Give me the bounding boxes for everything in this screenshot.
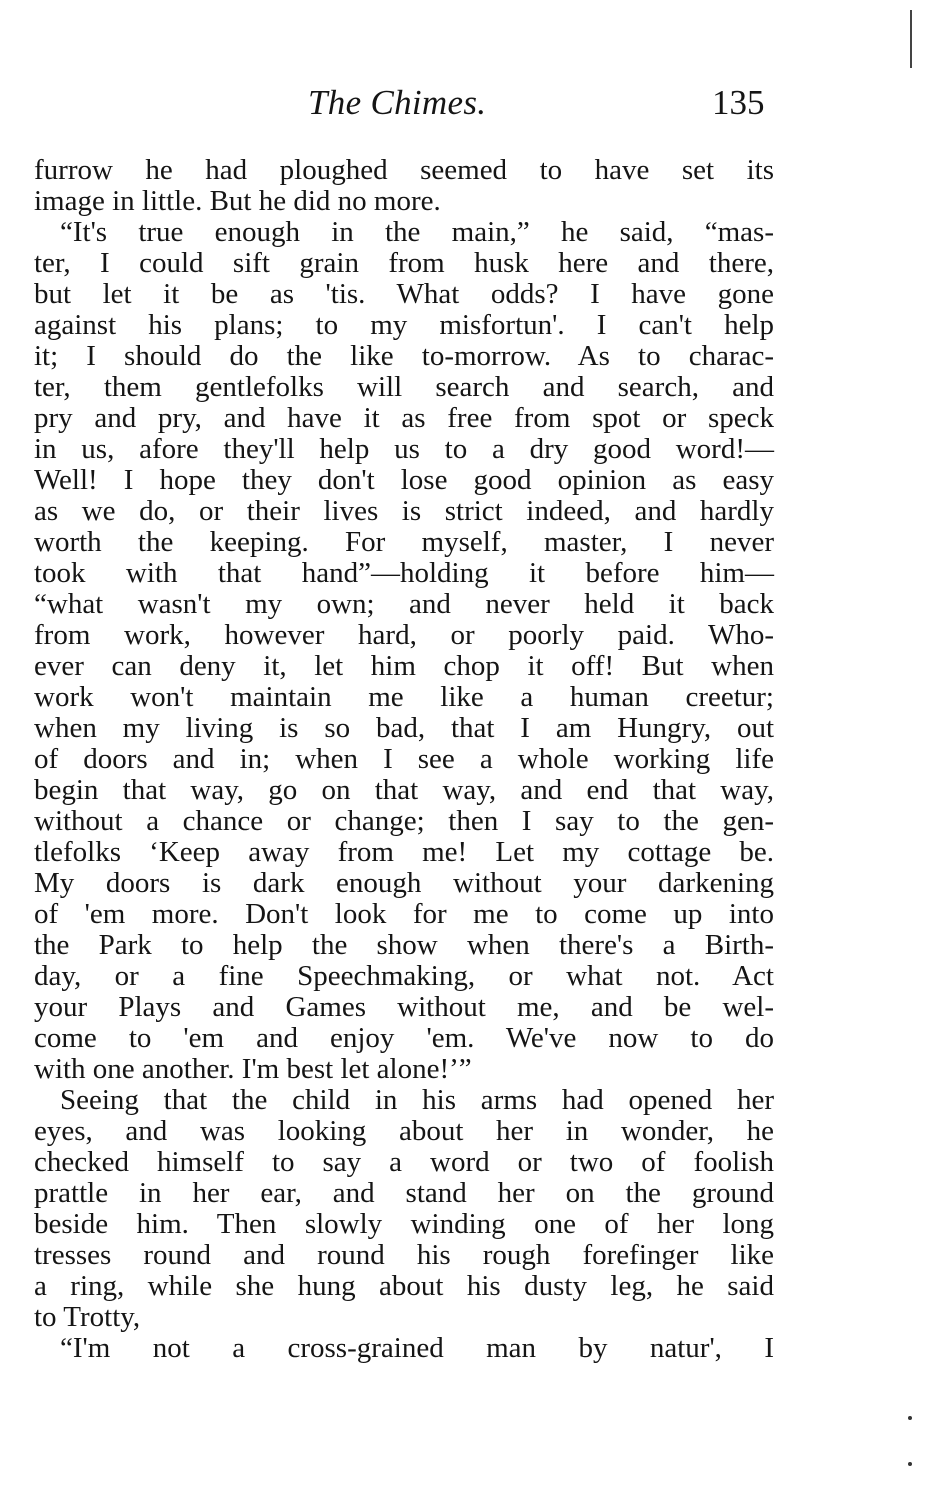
- text-line: furrow he had ploughed seemed to have set its: [34, 154, 774, 186]
- text-line: begin that way, go on that way, and end that way,: [34, 774, 774, 806]
- text-line: worth the keeping. For myself, master, I never: [34, 526, 774, 558]
- text-line: eyes, and was looking about her in wonder, he: [34, 1115, 774, 1147]
- text-line: against his plans; to my misfortun'. I can't help: [34, 309, 774, 341]
- text-line: from work, however hard, or poorly paid. Who-: [34, 619, 774, 651]
- page-number: 135: [712, 83, 765, 122]
- text-line: in us, afore they'll help us to a dry good word!—: [34, 433, 774, 465]
- text-line: beside him. Then slowly winding one of her long: [34, 1208, 774, 1240]
- body-text: [34, 155, 774, 1364]
- text-line: it; I should do the like to-morrow. As to charac-: [34, 340, 774, 372]
- text-line: “It's true enough in the main,” he said, “mas-: [60, 216, 774, 248]
- text-line: “I'm not a cross-grained man by natur', I: [60, 1332, 774, 1364]
- scan-edge-mark: [910, 10, 912, 68]
- scan-edge-dot: [908, 1462, 912, 1466]
- running-title: The Chimes.: [308, 83, 487, 122]
- text-line: but let it be as 'tis. What odds? I have gone: [34, 278, 774, 310]
- text-line: took with that hand”—holding it before him—: [34, 557, 774, 589]
- text-line: “what wasn't my own; and never held it back: [34, 588, 774, 620]
- text-line: of doors and in; when I see a whole working life: [34, 743, 774, 775]
- text-line: work won't maintain me like a human creetur;: [34, 681, 774, 713]
- text-line: tresses round and round his rough forefinger like: [34, 1239, 774, 1271]
- text-line: as we do, or their lives is strict indeed, and hardly: [34, 495, 774, 527]
- text-line: to Trotty,: [34, 1301, 141, 1333]
- text-line: day, or a fine Speechmaking, or what not. Act: [34, 960, 774, 992]
- text-line: a ring, while she hung about his dusty leg, he said: [34, 1270, 774, 1302]
- text-line: when my living is so bad, that I am Hungry, out: [34, 712, 774, 744]
- text-line: ever can deny it, let him chop it off! But when: [34, 650, 774, 682]
- text-line: your Plays and Games without me, and be wel-: [34, 991, 774, 1023]
- text-line: image in little. But he did no more.: [34, 185, 441, 217]
- scan-edge-dot: [908, 1416, 912, 1420]
- text-line: of 'em more. Don't look for me to come up into: [34, 898, 774, 930]
- text-line: the Park to help the show when there's a Birth-: [34, 929, 774, 961]
- page-header: [0, 78, 932, 128]
- text-line: checked himself to say a word or two of foolish: [34, 1146, 774, 1178]
- text-line: without a chance or change; then I say to the gen-: [34, 805, 774, 837]
- text-line: ter, them gentlefolks will search and search, and: [34, 371, 774, 403]
- text-line: ter, I could sift grain from husk here and there,: [34, 247, 774, 279]
- text-line: My doors is dark enough without your darkening: [34, 867, 774, 899]
- text-line: come to 'em and enjoy 'em. We've now to do: [34, 1022, 774, 1054]
- text-line: prattle in her ear, and stand her on the ground: [34, 1177, 774, 1209]
- text-line: Seeing that the child in his arms had opened her: [60, 1084, 774, 1116]
- text-line: with one another. I'm best let alone!’”: [34, 1053, 472, 1085]
- text-line: Well! I hope they don't lose good opinion as easy: [34, 464, 774, 496]
- text-line: tlefolks ‘Keep away from me! Let my cottage be.: [34, 836, 774, 868]
- text-line: pry and pry, and have it as free from spot or speck: [34, 402, 774, 434]
